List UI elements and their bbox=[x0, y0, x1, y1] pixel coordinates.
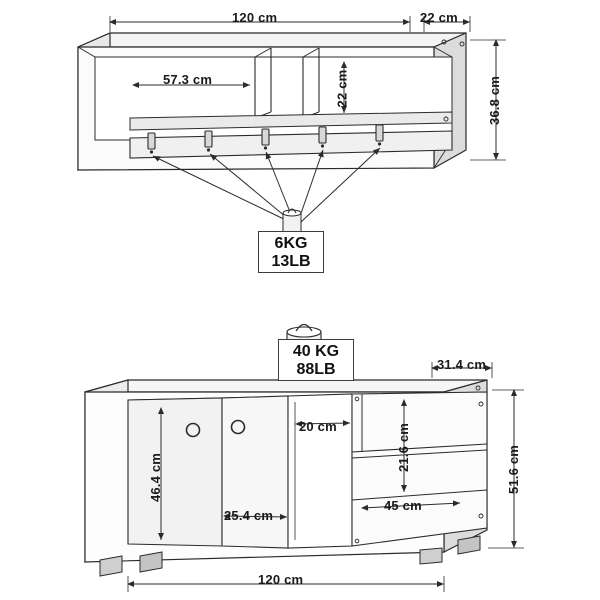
center-opening-width-label: 20 cm bbox=[299, 419, 337, 434]
upper-unit-drawing bbox=[78, 33, 466, 170]
left-door-height-label: 46.4 cm bbox=[148, 452, 164, 503]
cabinet-depth-label: 31.4 cm bbox=[437, 357, 487, 372]
shelf-load-capacity-box bbox=[258, 231, 324, 273]
shelf-load-kg: 6KG bbox=[274, 235, 308, 252]
upper-width-label: 120 cm bbox=[232, 10, 278, 25]
upper-inner-width-label: 57.3 cm bbox=[163, 72, 213, 87]
cabinet-height-label: 51.6 cm bbox=[506, 444, 522, 495]
cabinet-width-label: 120 cm bbox=[258, 572, 304, 587]
cabinet-load-lb: 88LB bbox=[296, 360, 336, 378]
right-shelf-width-label: 45 cm bbox=[384, 498, 422, 513]
cabinet-load-kg: 40 KG bbox=[292, 343, 340, 360]
upper-height-label: 36.8 cm bbox=[487, 75, 503, 126]
center-door-width-label: 25.4 cm bbox=[224, 508, 274, 523]
shelf-load-lb: 13LB bbox=[271, 252, 311, 270]
right-shelf-height-label: 21.6 cm bbox=[396, 422, 412, 473]
lower-unit-drawing bbox=[85, 380, 487, 576]
cabinet-load-capacity-box bbox=[278, 339, 354, 381]
upper-depth-label: 22 cm bbox=[420, 10, 458, 25]
upper-inner-height-label: 22 cm bbox=[334, 69, 350, 108]
